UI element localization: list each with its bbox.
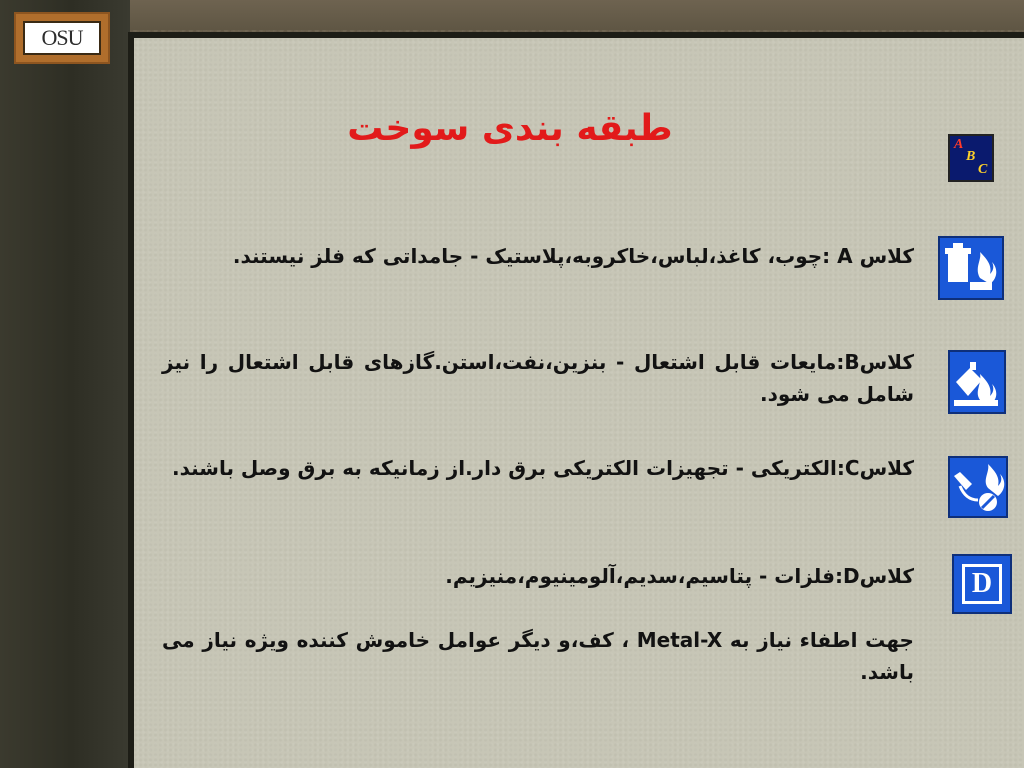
class-d-letter: D — [962, 564, 1002, 604]
class-d-metal-icon — [952, 554, 1012, 614]
abc-letter-a: A — [954, 137, 964, 152]
abc-letter-c: C — [978, 162, 988, 177]
left-sidebar-bar — [0, 0, 130, 768]
osu-logo — [14, 12, 110, 64]
fuel-can-fire-icon — [948, 350, 1006, 414]
osu-logo-text: OSU — [23, 21, 101, 55]
slide-title: طبقه بندی سوخت — [347, 108, 673, 149]
paragraph-class-c: کلاسC:الکتریکی - تجهیزات الکتریکی برق دار.از زمانیکه به برق وصل باشند. — [171, 456, 914, 480]
abc-letter-b: B — [966, 149, 976, 164]
fire-classes-abc-icon — [948, 134, 994, 182]
paragraph-class-a: کلاس A :چوب، کاغذ،لباس،خاکروبه،پلاستیک - جامداتی که فلز نیستند. — [232, 244, 914, 268]
trash-can-fire-icon — [938, 236, 1004, 300]
top-bar — [0, 0, 1024, 30]
paragraph-class-b: کلاسB:مایعات قابل اشتعال - بنزین،نفت،استن.گازهای قابل اشتعال را نیز شامل می شود. — [162, 350, 914, 406]
paragraph-extinguish-note: جهت اطفاء نیاز به Metal-X ، کف،و دیگر عوامل خاموش کننده ویژه نیاز می باشد. — [162, 628, 914, 684]
paragraph-class-d: کلاسD:فلزات - پتاسیم،سدیم،آلومینیوم،منیزیم. — [445, 564, 914, 588]
electrical-plug-fire-icon — [948, 456, 1008, 518]
